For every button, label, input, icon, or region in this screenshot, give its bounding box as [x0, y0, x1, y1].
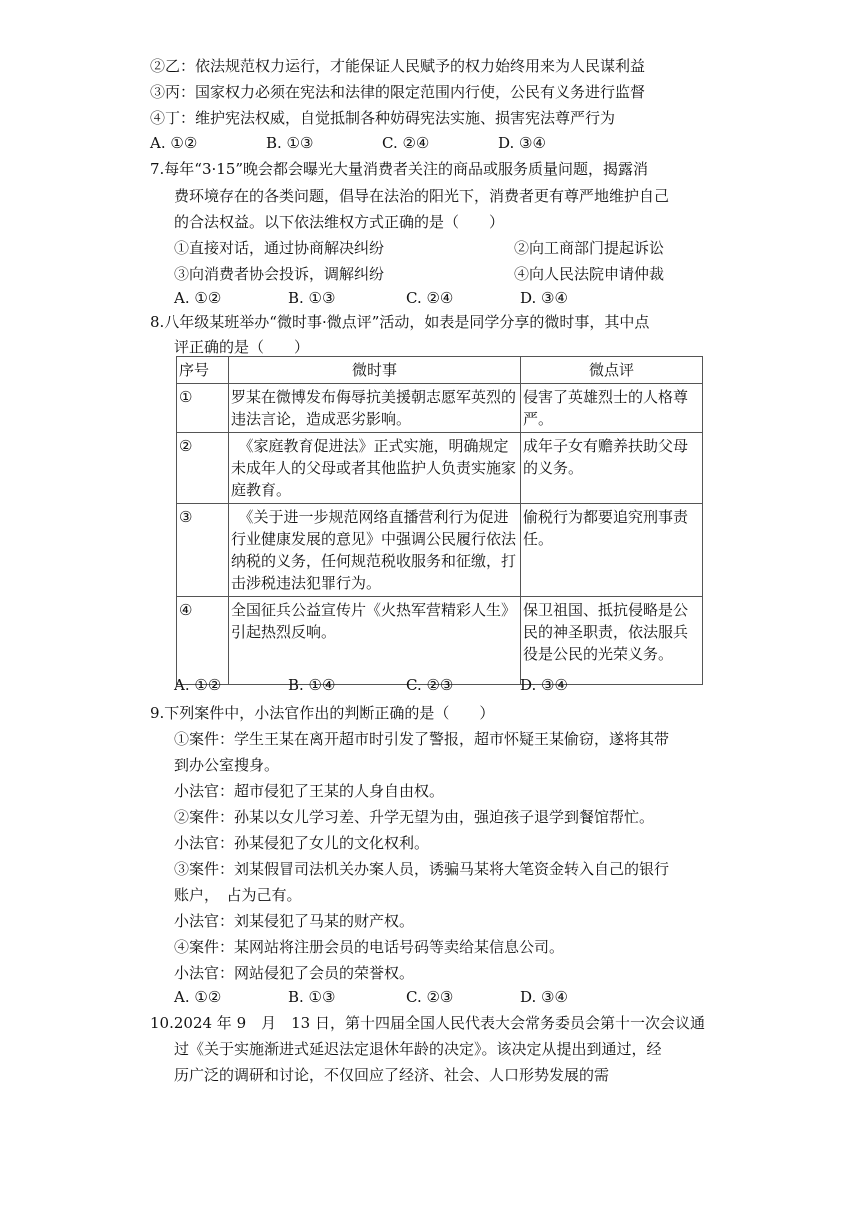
table-row: [177, 504, 703, 597]
q10-stem-line-1: 10.2024 年 9 月 13 日，第十四届全国人民代表大会常务委员会第十一次会议通: [150, 1014, 705, 1032]
header-comment: 微点评: [521, 357, 703, 384]
q8-option-d[interactable]: D. ③④: [520, 676, 568, 694]
row-index: ①: [177, 384, 229, 433]
row-news: 罗某在微博发布侮辱抗美援朝志愿军英烈的违法言论，造成恶劣影响。: [229, 384, 521, 433]
q9-line-1: ①案件：学生王某在离开超市时引发了警报，超市怀疑王某偷窃，遂将其带: [174, 730, 670, 748]
q9-options: [174, 986, 774, 1008]
q9-option-d[interactable]: D. ③④: [520, 988, 568, 1006]
q7-statement-2: ②向工商部门提起诉讼: [514, 239, 665, 257]
row-index: ③: [177, 504, 229, 597]
q7-option-c[interactable]: C. ②④: [406, 289, 454, 307]
q9-line-3: 小法官：超市侵犯了王某的人身自由权。: [174, 782, 445, 800]
row-news: 《家庭教育促进法》正式实施，明确规定未成年人的父母或者其他监护人负责实施家庭教育。: [229, 433, 521, 504]
q6-option-d[interactable]: D. ③④: [498, 134, 546, 152]
micro-news-table: [176, 356, 703, 685]
q9-line-4: ②案件：孙某以女儿学习差、升学无望为由，强迫孩子退学到餐馆帮忙。: [174, 808, 655, 826]
q8-stem-line-2: 评正确的是（ ）: [174, 338, 310, 356]
q7-option-d[interactable]: D. ③④: [520, 289, 568, 307]
q6-option-b[interactable]: B. ①③: [266, 134, 314, 152]
q6-option-c[interactable]: C. ②④: [382, 134, 430, 152]
q7-options: [174, 287, 774, 309]
q6-statement-3: ③丙：国家权力必须在宪法和法律的限定范围内行使，公民有义务进行监督: [150, 83, 646, 101]
q10-stem-line-2: 过《关于实施渐进式延迟法定退休年龄的决定》。该决定从提出到通过，经: [174, 1040, 662, 1058]
header-index: 序号: [177, 357, 229, 384]
q8-option-c[interactable]: C. ②③: [406, 676, 454, 694]
row-news: 全国征兵公益宣传片《火热军营精彩人生》引起热烈反响。: [229, 597, 521, 685]
q9-line-7: 账户， 占为己有。: [174, 886, 302, 904]
table-row: [177, 433, 703, 504]
row-comment: 侵害了英雄烈士的人格尊严。: [521, 384, 703, 433]
q6-statement-2: ②乙：依法规范权力运行，才能保证人民赋予的权力始终用来为人民谋利益: [150, 57, 646, 75]
q9-option-b[interactable]: B. ①③: [288, 988, 336, 1006]
table-row: [177, 384, 703, 433]
q6-option-a[interactable]: A. ①②: [150, 134, 198, 152]
q9-line-2: 到办公室搜身。: [174, 756, 280, 774]
q10-stem-line-3: 历广泛的调研和讨论，不仅回应了经济、社会、人口形势发展的需: [174, 1066, 610, 1084]
q7-option-b[interactable]: B. ①③: [288, 289, 336, 307]
q9-line-9: ④案件：某网站将注册会员的电话号码等卖给某信息公司。: [174, 938, 565, 956]
row-comment: 成年子女有赡养扶助父母的义务。: [521, 433, 703, 504]
q7-stem-line-3: 的合法权益。以下依法维权方式正确的是（ ）: [174, 213, 505, 231]
q7-statement-4: ④向人民法院申请仲裁: [514, 265, 665, 283]
q7-stem-line-2: 费环境存在的各类问题，倡导在法治的阳光下，消费者更有尊严地维护自己: [174, 187, 670, 205]
q9-line-10: 小法官：网站侵犯了会员的荣誉权。: [174, 964, 415, 982]
q9-option-a[interactable]: A. ①②: [174, 988, 222, 1006]
table-header-row: [177, 357, 703, 384]
q8-stem-line-1: 8.八年级某班举办“微时事·微点评”活动，如表是同学分享的微时事，其中点: [150, 313, 650, 331]
header-news: 微时事: [229, 357, 521, 384]
q7-stem-line-1: 7.每年“3·15”晚会都会曝光大量消费者关注的商品或服务质量问题，揭露消: [150, 160, 649, 178]
q6-statement-4: ④丁：维护宪法权威，自觉抵制各种妨碍宪法实施、损害宪法尊严行为: [150, 109, 616, 127]
q9-line-8: 小法官：刘某侵犯了马某的财产权。: [174, 912, 415, 930]
q9-line-5: 小法官：孙某侵犯了女儿的文化权利。: [174, 834, 430, 852]
q9-option-c[interactable]: C. ②③: [406, 988, 454, 1006]
row-comment: 保卫祖国、抵抗侵略是公民的神圣职责，依法服兵役是公民的光荣义务。: [521, 597, 703, 685]
row-comment: 偷税行为都要追究刑事责任。: [521, 504, 703, 597]
row-index: ④: [177, 597, 229, 685]
q7-statement-3: ③向消费者协会投诉，调解纠纷: [174, 265, 385, 283]
row-news: 《关于进一步规范网络直播营利行为促进行业健康发展的意见》中强调公民履行依法纳税的义务，任何规范税收服务和征缴，打击涉税违法犯罪行为。: [229, 504, 521, 597]
q8-options: [174, 674, 774, 696]
q7-statement-1: ①直接对话，通过协商解决纠纷: [174, 239, 385, 257]
q6-options: [150, 132, 750, 154]
q8-option-a[interactable]: A. ①②: [174, 676, 222, 694]
row-index: ②: [177, 433, 229, 504]
q9-line-6: ③案件：刘某假冒司法机关办案人员，诱骗马某将大笔资金转入自己的银行: [174, 860, 670, 878]
q8-option-b[interactable]: B. ①④: [288, 676, 336, 694]
table-row: [177, 597, 703, 685]
q7-option-a[interactable]: A. ①②: [174, 289, 222, 307]
q9-stem: 9.下列案件中，小法官作出的判断正确的是（ ）: [150, 704, 495, 722]
